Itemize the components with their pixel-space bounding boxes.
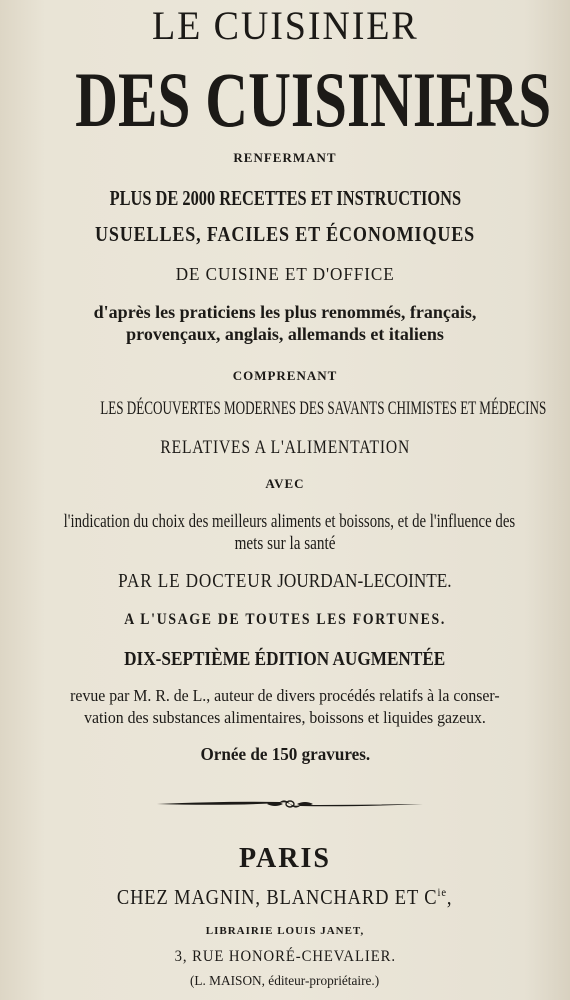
author-name: JOURDAN-LECOINTE.: [277, 570, 452, 592]
cuisine-office: [0, 264, 570, 285]
publisher-line: [0, 885, 570, 910]
revue-line-2-text: vation des substances alimentaires, boissons et liquides gazeux.: [84, 708, 486, 727]
decouvertes-line-1: [0, 398, 570, 420]
maison-line-text: (L. MAISON, éditeur-propriétaire.): [190, 974, 380, 989]
publisher-line-inner: [117, 885, 453, 910]
indication-line-2: [0, 533, 570, 555]
title-line-2: [0, 55, 570, 145]
praticiens-line-1: [0, 302, 570, 323]
indication-line-1: [0, 511, 570, 533]
recettes-line-2: [0, 222, 570, 247]
praticiens-line-2-text: provençaux, anglais, allemands et italiens: [126, 324, 444, 344]
recettes-line-2-text: USUELLES, FACILES ET ÉCONOMIQUES: [94, 222, 476, 246]
praticiens-line-1-text: d'après les praticiens les plus renommés, français,: [93, 302, 477, 322]
author-prefix: PAR LE DOCTEUR: [118, 570, 274, 592]
praticiens-line-2: [0, 324, 570, 345]
title-line-1-text: LE CUISINIER: [151, 3, 419, 48]
revue-line-1-text: revue par M. R. de L., auteur de divers procédés relatifs à la conser-: [70, 686, 500, 705]
indication-line-1-text: l'indication du choix des meilleurs aliments et boissons, et de l'influence des: [63, 511, 516, 532]
title-line-1: [0, 2, 570, 49]
comprenant-label: COMPRENANT: [232, 368, 338, 383]
maison-line: [0, 974, 570, 990]
publisher-comma: ,: [447, 885, 453, 909]
decouvertes-line-2-text: RELATIVES A L'ALIMENTATION: [160, 437, 410, 458]
publisher-name: CHEZ MAGNIN, BLANCHARD ET C: [117, 885, 438, 909]
address-line-text: 3, RUE HONORÉ-CHEVALIER.: [174, 948, 396, 965]
usage-line: [0, 611, 570, 629]
edition-line-text: DIX-SEPTIÈME ÉDITION AUGMENTÉE: [124, 648, 446, 670]
address-line: [0, 948, 570, 966]
gravures-line-text: Ornée de 150 gravures.: [200, 744, 370, 764]
city-line: PARIS: [239, 843, 331, 874]
indication-line-2-text: mets sur la santé: [234, 533, 336, 554]
revue-line-2: [0, 708, 570, 728]
revue-line-1: [0, 686, 570, 706]
gravures-line: [0, 744, 570, 765]
decouvertes-line-1-text: LES DÉCOUVERTES MODERNES DES SAVANTS CHIMISTES ET MÉDECINS: [100, 398, 547, 419]
ornamental-rule-icon: [155, 794, 425, 814]
edition-line: [0, 648, 570, 671]
usage-line-text: A L'USAGE DE TOUTES LES FORTUNES.: [124, 611, 446, 628]
author-line: [0, 570, 570, 593]
renfermant-label: RENFERMANT: [233, 150, 337, 165]
cuisine-office-text: DE CUISINE ET D'OFFICE: [175, 264, 395, 284]
avec-label: AVEC: [265, 476, 305, 491]
author-line-inner: [118, 570, 451, 593]
decouvertes-line-2: [0, 437, 570, 459]
title-line-2-text: DES CUISINIERS: [75, 56, 552, 143]
publisher-superscript: ie: [437, 885, 448, 899]
recettes-line-1: [0, 186, 570, 211]
librairie-line: LIBRAIRIE LOUIS JANET,: [205, 925, 365, 937]
recettes-line-1-text: PLUS DE 2000 RECETTES ET INSTRUCTIONS: [109, 186, 461, 210]
